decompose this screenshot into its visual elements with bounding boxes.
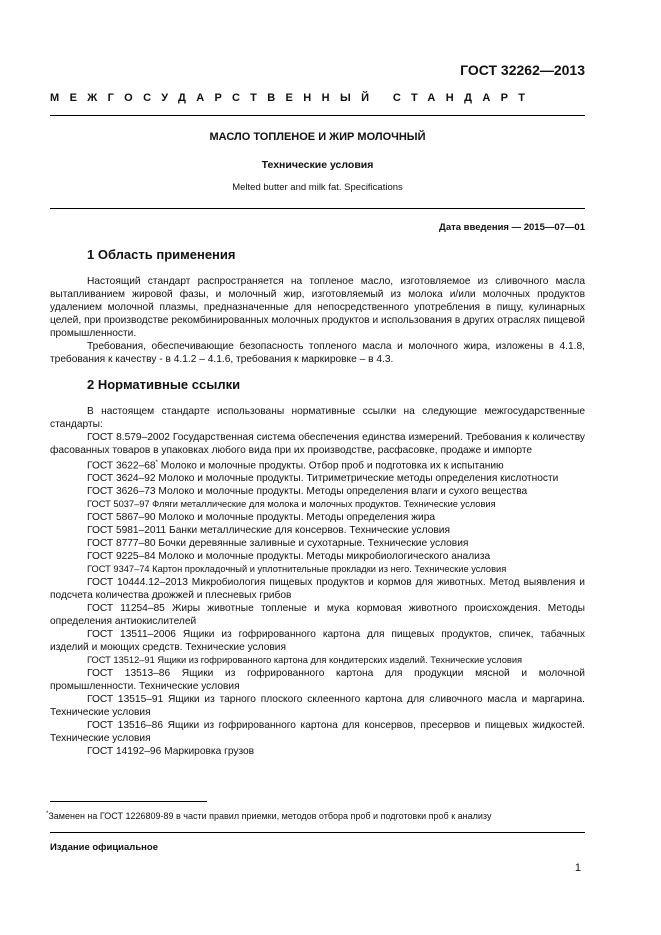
reference-item: ГОСТ 3626–73 Молоко и молочные продукты. Методы определения влаги и сухого вещества [87, 486, 528, 498]
document-subtitle: Технические условия [261, 159, 374, 171]
section-1-heading: 1 Область применения [87, 247, 236, 262]
reference-code: ГОСТ 3622–68 [87, 460, 156, 472]
reference-item [50, 457, 585, 472]
reference-item: ГОСТ 5867–90 Молоко и молочные продукты. Методы определения жира [87, 512, 436, 524]
interstate-standard-label: МЕЖГОСУДАРСТВЕННЫЙ СТАНДАРТ [50, 92, 536, 104]
reference-item: ГОСТ 13515–91 Ящики из тарного плоского склеенного картона для сливочного масла и маргарина. Технические условия [50, 694, 585, 719]
introduction-date: Дата введения — 2015—07—01 [439, 222, 585, 233]
reference-item: ГОСТ 5981–2011 Банки металлические для консервов. Технические условия [87, 525, 450, 537]
section-2-body [50, 405, 585, 758]
footer-rule [50, 832, 585, 833]
english-title: Melted butter and milk fat. Specifications [232, 182, 403, 193]
title-rule [50, 208, 585, 209]
paragraph: Требования, обеспечивающие безопасность топленого масла и молочного жира, изложены в 4.1.8, требования к качеству - в 4.1.2 – 4.1.6, требования к маркировке – в 4.3. [50, 341, 585, 365]
footnote-marker: * [46, 811, 49, 817]
reference-item: ГОСТ 5037–97 Фляги металлические для молока и молочных продуктов. Технические условия [87, 499, 496, 510]
reference-item: ГОСТ 3624–92 Молоко и молочные продукты. Титриметрические методы определения кислотности [87, 473, 559, 485]
reference-item: ГОСТ 8.579–2002 Государственная система обеспечения единства измерений. Требования к количеству фасованных товаров в упаковках любого вида при их производстве, расфасовке, продаже и импорте [50, 432, 585, 456]
official-edition-label: Издание официальное [50, 842, 158, 853]
paragraph: В настоящем стандарте использованы нормативные ссылки на следующие межгосударственные стандарты: [50, 406, 585, 430]
reference-item: ГОСТ 10444.12–2013 Микробиология пищевых продуктов и кормов для животных. Метод выявления и подсчета количества дрожжей и плесневых грибов [50, 577, 585, 602]
footnote-marker: * [155, 460, 158, 466]
footnote-text: Заменен на ГОСТ 1226809-89 в части правил приемки, методов отбора проб и подготовки проб к анализу [48, 811, 492, 821]
reference-item: ГОСТ 13512–91 Ящики из гофрированного картона для кондитерских изделий. Технические условия [87, 655, 523, 666]
reference-item: ГОСТ 8777–80 Бочки деревянные заливные и сухотарные. Технические условия [87, 538, 469, 550]
section-1-body [50, 275, 585, 366]
header-rule [50, 115, 585, 116]
standard-number: ГОСТ 32262—2013 [460, 62, 585, 78]
reference-item: ГОСТ 13513–86 Ящики из гофрированного картона для продукции мясной и молочной промышленности. Технические условия [50, 668, 585, 693]
paragraph: Настоящий стандарт распространяется на топленое масло, изготовляемое из сливочного масла вытапливанием жировой фазы, и молочный жир, изготовляемый из молока и/или молочных продуктов удалением молочной плазмы, предназначенные для непосредственного употребления в пищу, кулинарных целей, при производстве рекомбинированных молочных продуктов и использования в других отраслях пищевой промышленности. [50, 276, 585, 339]
reference-item: ГОСТ 13516–86 Ящики из гофрированного картона для консервов, пресервов и пищевых жидкостей. Технические условия [50, 720, 585, 745]
reference-item: ГОСТ 11254–85 Жиры животные топленые и мука кормовая животного происхождения. Методы определения антиокислителей [50, 603, 585, 628]
reference-item: ГОСТ 14192–96 Маркировка грузов [87, 746, 255, 758]
footnote [46, 811, 491, 821]
section-2-heading: 2 Нормативные ссылки [87, 377, 241, 392]
page-number: 1 [574, 862, 581, 874]
reference-item: ГОСТ 9347–74 Картон прокладочный и уплотнительные прокладки из него. Технические условия [87, 564, 507, 575]
document-title: МАСЛО ТОПЛЕНОЕ И ЖИР МОЛОЧНЫЙ [209, 131, 426, 143]
reference-title: Молоко и молочные продукты. Отбор проб и подготовка их к испытанию [160, 460, 504, 472]
reference-item: ГОСТ 9225–84 Молоко и молочные продукты. Методы микробиологического анализа [87, 551, 491, 563]
reference-item: ГОСТ 13511–2006 Ящики из гофрированного картона для пищевых продуктов, спичек, табачных изделий и моющих средств. Технические условия [50, 629, 585, 654]
footnote-rule [50, 801, 207, 802]
